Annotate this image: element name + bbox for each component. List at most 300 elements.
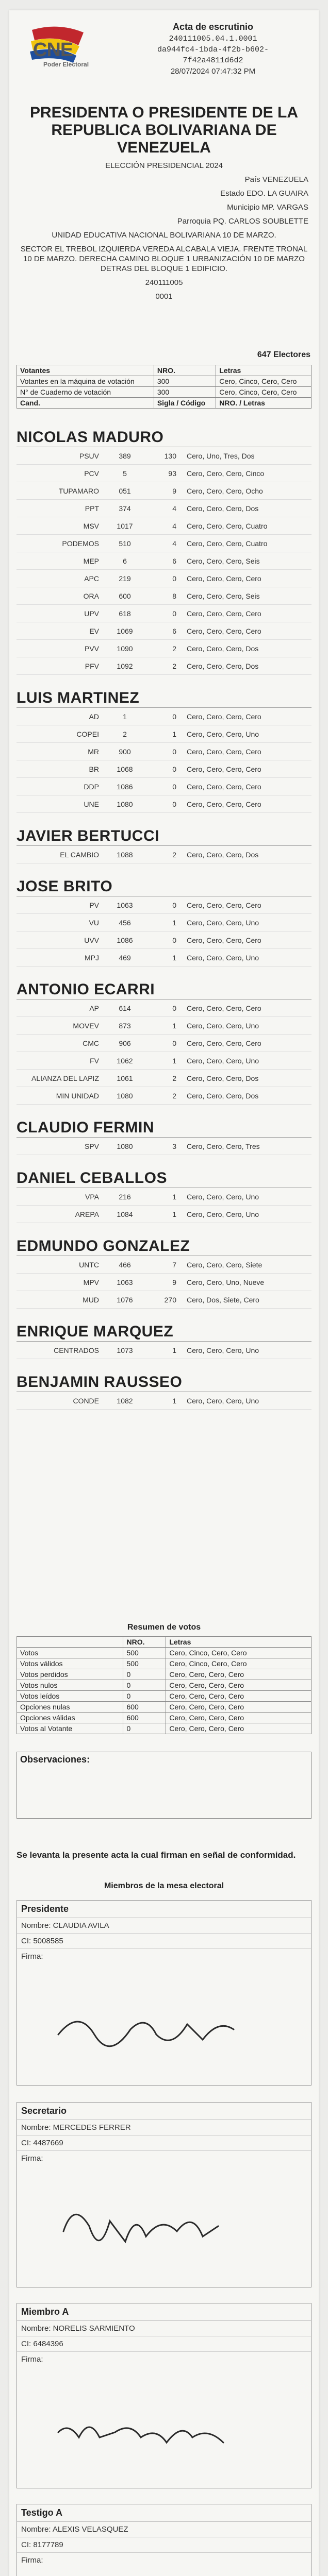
party-votes: 1 bbox=[172, 919, 176, 927]
party-sigla: MIN UNIDAD bbox=[56, 1092, 99, 1100]
table-row bbox=[17, 931, 311, 949]
table-cell: 500 bbox=[123, 1648, 166, 1658]
pais: País VENEZUELA bbox=[244, 175, 308, 184]
member-role: Secretario bbox=[17, 2103, 311, 2120]
party-votes: 9 bbox=[172, 487, 176, 495]
party-votes: 8 bbox=[172, 592, 176, 600]
col-sigla: Sigla bbox=[157, 399, 175, 407]
party-votes: 2 bbox=[172, 1074, 176, 1082]
table-row bbox=[17, 1256, 311, 1274]
member-firma-label: Firma: bbox=[21, 1952, 43, 1961]
table-row bbox=[17, 795, 311, 813]
party-code: 906 bbox=[119, 1039, 131, 1047]
member-block bbox=[17, 2504, 311, 2576]
party-votes: 1 bbox=[172, 954, 176, 962]
table-row bbox=[17, 1723, 311, 1734]
party-votes: 0 bbox=[172, 765, 176, 773]
legal-text: Se levanta la presente acta la cual firman en señal de conformidad. bbox=[17, 1850, 296, 1860]
table-row bbox=[17, 517, 311, 535]
party-votes-words: Cero, Cero, Cero, Cero bbox=[187, 574, 261, 583]
party-sigla: PCV bbox=[84, 469, 99, 478]
party-sigla: UPV bbox=[84, 609, 99, 618]
member-role: Presidente bbox=[17, 1901, 311, 1918]
table-cell: Cero, Cinco, Cero, Cero bbox=[166, 1658, 311, 1669]
party-code: 216 bbox=[119, 1193, 131, 1201]
party-code: 374 bbox=[119, 504, 131, 513]
party-code: 469 bbox=[119, 954, 131, 962]
member-name: Nombre: CLAUDIA AVILA bbox=[17, 1918, 311, 1934]
table-row bbox=[17, 914, 311, 931]
party-votes-words: Cero, Cero, Cero, Cero bbox=[187, 713, 261, 721]
party-votes-words: Cero, Cero, Cero, Dos bbox=[187, 662, 259, 670]
party-sigla: EL CAMBIO bbox=[60, 851, 99, 859]
party-code: 1061 bbox=[117, 1074, 133, 1082]
party-sigla: MEP bbox=[83, 557, 99, 565]
table-row bbox=[17, 1206, 311, 1223]
table-row bbox=[17, 1702, 311, 1713]
table-row bbox=[17, 1648, 311, 1658]
table-cell: Cero, Cero, Cero, Cero bbox=[166, 1680, 311, 1691]
party-code: 2 bbox=[123, 730, 127, 738]
mesa-title: Miembros de la mesa electoral bbox=[104, 1882, 224, 1890]
table-cell: Votos perdidos bbox=[17, 1669, 123, 1680]
acta-hash-2: 7f42a4811d6d2 bbox=[183, 56, 243, 65]
party-code: 1084 bbox=[117, 1210, 133, 1218]
results-title: Resumen de votos bbox=[127, 1623, 201, 1632]
party-votes-words: Cero, Cero, Cero, Dos bbox=[187, 504, 259, 513]
party-votes-words: Cero, Cero, Cero, Cero bbox=[187, 800, 261, 808]
party-sigla: EV bbox=[89, 627, 99, 635]
results-table bbox=[17, 1636, 311, 1734]
electores-count: 647 Electores bbox=[257, 350, 310, 359]
candidate-section bbox=[17, 1236, 311, 1309]
col-nro: NRO. bbox=[219, 399, 238, 407]
col-header: NRO. / Letras bbox=[216, 398, 311, 409]
table-cell: 0 bbox=[123, 1669, 166, 1680]
candidate-name: ENRIQUE MARQUEZ bbox=[17, 1322, 311, 1342]
party-sigla: CONDE bbox=[73, 1397, 99, 1405]
table-row bbox=[17, 447, 311, 465]
party-votes: 6 bbox=[172, 627, 176, 635]
candidate-name: JOSE BRITO bbox=[17, 877, 311, 896]
party-votes: 130 bbox=[164, 452, 176, 460]
col-header: Cand. bbox=[17, 398, 154, 409]
party-votes-words: Cero, Cero, Cero, Cero bbox=[187, 609, 261, 618]
party-sigla: MUD bbox=[83, 1296, 99, 1304]
party-votes-words: Cero, Cero, Cero, Cero bbox=[187, 748, 261, 756]
table-cell: 0 bbox=[123, 1680, 166, 1691]
party-votes: 0 bbox=[172, 1004, 176, 1012]
party-votes: 4 bbox=[172, 504, 176, 513]
municipio: Municipio MP. VARGAS bbox=[227, 203, 308, 212]
party-votes-words: Cero, Cero, Cero, Uno bbox=[187, 1210, 259, 1218]
party-sigla: PV bbox=[89, 901, 99, 909]
member-block bbox=[17, 1900, 311, 2086]
party-votes-words: Cero, Dos, Siete, Cero bbox=[187, 1296, 259, 1304]
table-row bbox=[17, 1274, 311, 1291]
signature-icon bbox=[48, 2381, 265, 2473]
candidate-section bbox=[17, 1372, 311, 1410]
signature-icon bbox=[48, 2180, 265, 2273]
party-sigla: PODEMOS bbox=[62, 539, 99, 548]
party-sigla: VU bbox=[89, 919, 99, 927]
table-row bbox=[17, 1291, 311, 1309]
party-votes-words: Cero, Cero, Cero, Siete bbox=[187, 1261, 263, 1269]
mesa-number: 0001 bbox=[155, 292, 173, 301]
table-row bbox=[17, 760, 311, 778]
party-votes: 1 bbox=[172, 1193, 176, 1201]
party-sigla: PPT bbox=[85, 504, 99, 513]
party-code: 1063 bbox=[117, 1278, 133, 1286]
table-cell: 600 bbox=[123, 1713, 166, 1723]
table-cell: 300 bbox=[154, 376, 216, 387]
party-sigla: MPJ bbox=[85, 954, 99, 962]
party-sigla: ORA bbox=[83, 592, 99, 600]
party-sigla: UNE bbox=[84, 800, 99, 808]
table-cell: Votos leídos bbox=[17, 1691, 123, 1702]
candidate-section bbox=[17, 980, 311, 1105]
member-ci: CI: 6484396 bbox=[17, 2336, 311, 2352]
table-row bbox=[17, 657, 311, 675]
party-sigla: MOVEV bbox=[73, 1022, 99, 1030]
member-name: Nombre: NORELIS SARMIENTO bbox=[17, 2321, 311, 2336]
table-cell: Votantes en la máquina de votación bbox=[17, 376, 154, 387]
logo-title: CNE bbox=[33, 39, 73, 61]
party-votes: 0 bbox=[172, 783, 176, 791]
party-votes-words: Cero, Cero, Cero, Uno bbox=[187, 919, 259, 927]
table-row bbox=[17, 552, 311, 570]
party-votes-words: Cero, Cero, Uno, Nueve bbox=[187, 1278, 265, 1286]
party-votes-words: Cero, Cero, Cero, Uno bbox=[187, 730, 259, 738]
election-name: ELECCIÓN PRESIDENCIAL 2024 bbox=[105, 161, 223, 170]
party-sigla: VPA bbox=[85, 1193, 99, 1201]
party-code: 618 bbox=[119, 609, 131, 618]
col-header: Votantes bbox=[17, 365, 154, 376]
party-votes: 9 bbox=[172, 1278, 176, 1286]
col-header: Letras bbox=[166, 1637, 311, 1648]
table-row bbox=[17, 376, 311, 387]
table-cell: Cero, Cero, Cero, Cero bbox=[166, 1669, 311, 1680]
party-votes-words: Cero, Cero, Cero, Uno bbox=[187, 1193, 259, 1201]
table-header-row bbox=[17, 1637, 311, 1648]
party-sigla: AP bbox=[89, 1004, 99, 1012]
member-name: Nombre: ALEXIS VELASQUEZ bbox=[17, 2522, 311, 2537]
party-votes: 1 bbox=[172, 1022, 176, 1030]
party-votes-words: Cero, Cero, Cero, Cuatro bbox=[187, 522, 268, 530]
signature-icon bbox=[48, 1978, 265, 2071]
centro: UNIDAD EDUCATIVA NACIONAL BOLIVARIANA 10 DE MARZO. bbox=[52, 231, 276, 240]
party-votes: 6 bbox=[172, 557, 176, 565]
table-row bbox=[17, 587, 311, 605]
candidate-name: BENJAMIN RAUSSEO bbox=[17, 1372, 311, 1392]
party-votes-words: Cero, Cero, Cero, Dos bbox=[187, 1092, 259, 1100]
candidate-section bbox=[17, 877, 311, 967]
party-votes: 7 bbox=[172, 1261, 176, 1269]
acta-timestamp: 28/07/2024 07:47:32 PM bbox=[170, 67, 256, 76]
party-code: 1076 bbox=[117, 1296, 133, 1304]
party-code: 6 bbox=[123, 557, 127, 565]
table-header-row bbox=[17, 365, 311, 376]
candidate-section bbox=[17, 1322, 311, 1359]
party-votes: 1 bbox=[172, 730, 176, 738]
party-code: 219 bbox=[119, 574, 131, 583]
party-sigla: APC bbox=[84, 574, 99, 583]
col-header: NRO. bbox=[154, 365, 216, 376]
table-row bbox=[17, 1138, 311, 1155]
party-sigla: UNTC bbox=[79, 1261, 99, 1269]
table-cell: Cero, Cero, Cero, Cero bbox=[166, 1723, 311, 1734]
table-row bbox=[17, 725, 311, 743]
table-cell: 500 bbox=[123, 1658, 166, 1669]
candidate-name: LUIS MARTINEZ bbox=[17, 688, 311, 708]
estado: Estado EDO. LA GUAIRA bbox=[220, 189, 308, 198]
table-cell: N° de Cuaderno de votación bbox=[17, 387, 154, 398]
header-info bbox=[112, 16, 314, 76]
candidate-name: EDMUNDO GONZALEZ bbox=[17, 1236, 311, 1256]
party-votes: 1 bbox=[172, 1057, 176, 1065]
table-cell: 300 bbox=[154, 387, 216, 398]
table-row bbox=[17, 1188, 311, 1206]
party-sigla: AREPA bbox=[75, 1210, 99, 1218]
member-block bbox=[17, 2303, 311, 2488]
table-row bbox=[17, 500, 311, 517]
party-code: 1073 bbox=[117, 1346, 133, 1354]
party-votes: 0 bbox=[172, 901, 176, 909]
candidate-section bbox=[17, 826, 311, 863]
party-sigla: PFV bbox=[85, 662, 99, 670]
party-votes-words: Cero, Cero, Cero, Tres bbox=[187, 1142, 260, 1150]
party-votes: 0 bbox=[172, 713, 176, 721]
table-row bbox=[17, 1035, 311, 1052]
table-row bbox=[17, 1669, 311, 1680]
party-votes-words: Cero, Uno, Tres, Dos bbox=[187, 452, 255, 460]
table-cell: Cero, Cinco, Cero, Cero bbox=[216, 387, 311, 398]
candidate-name: ANTONIO ECARRI bbox=[17, 980, 311, 999]
table-row bbox=[17, 708, 311, 725]
party-votes-words: Cero, Cero, Cero, Cero bbox=[187, 936, 261, 944]
party-sigla: BR bbox=[89, 765, 99, 773]
acta-title: Acta de escrutinio bbox=[172, 22, 254, 32]
col-header: Sigla / Código bbox=[154, 398, 216, 409]
table-row bbox=[17, 999, 311, 1017]
table-row bbox=[17, 1658, 311, 1669]
party-code: 1063 bbox=[117, 901, 133, 909]
election-title: PRESIDENTA O PRESIDENTE DE LA REPUBLICA BOLIVARIANA DE VENEZUELA bbox=[29, 104, 299, 156]
col-codigo: Código bbox=[180, 399, 206, 407]
table-row bbox=[17, 1713, 311, 1723]
party-sigla: CMC bbox=[83, 1039, 99, 1047]
party-code: 466 bbox=[119, 1261, 131, 1269]
col-letras: Letras bbox=[243, 399, 265, 407]
party-code: 600 bbox=[119, 592, 131, 600]
party-votes: 0 bbox=[172, 574, 176, 583]
party-code: 1 bbox=[123, 713, 127, 721]
acta-hash-1: da944fc4-1bda-4f2b-b602- bbox=[157, 45, 269, 54]
party-votes-words: Cero, Cero, Cero, Seis bbox=[187, 557, 260, 565]
table-row bbox=[17, 1680, 311, 1691]
table-cell: Votos al Votante bbox=[17, 1723, 123, 1734]
member-ci: CI: 8177789 bbox=[17, 2537, 311, 2553]
party-votes: 0 bbox=[172, 748, 176, 756]
party-votes: 2 bbox=[172, 851, 176, 859]
party-code: 456 bbox=[119, 919, 131, 927]
candidate-section bbox=[17, 428, 311, 675]
acta-id: 240111005.04.1.0001 bbox=[169, 35, 257, 43]
member-firma-label: Firma: bbox=[21, 2355, 43, 2364]
table-row bbox=[17, 465, 311, 482]
party-votes-words: Cero, Cero, Cero, Cero bbox=[187, 901, 261, 909]
party-code: 1080 bbox=[117, 1092, 133, 1100]
party-sigla: FV bbox=[90, 1057, 99, 1065]
member-name: Nombre: MERCEDES FERRER bbox=[17, 2120, 311, 2136]
party-sigla: SPV bbox=[84, 1142, 99, 1150]
party-votes-words: Cero, Cero, Cero, Dos bbox=[187, 1074, 259, 1082]
member-firma-label: Firma: bbox=[21, 2154, 43, 2163]
table-cell: 0 bbox=[123, 1723, 166, 1734]
table-cell: Votos nulos bbox=[17, 1680, 123, 1691]
party-votes-words: Cero, Cero, Cero, Dos bbox=[187, 645, 259, 653]
election-block bbox=[20, 97, 308, 301]
party-code: 1086 bbox=[117, 936, 133, 944]
party-votes: 2 bbox=[172, 662, 176, 670]
party-sigla: CENTRADOS bbox=[54, 1346, 99, 1354]
party-sigla: AD bbox=[89, 713, 99, 721]
party-votes-words: Cero, Cero, Cero, Dos bbox=[187, 851, 259, 859]
table-row bbox=[17, 605, 311, 622]
party-votes-words: Cero, Cero, Cero, Cero bbox=[187, 765, 261, 773]
col-header bbox=[17, 1637, 123, 1648]
member-firma-label: Firma: bbox=[21, 2556, 43, 2565]
party-sigla: COPEI bbox=[76, 730, 99, 738]
table-cell: Cero, Cinco, Cero, Cero bbox=[216, 376, 311, 387]
table-cell: Opciones nulas bbox=[17, 1702, 123, 1713]
party-code: 1017 bbox=[117, 522, 133, 530]
party-code: 510 bbox=[119, 539, 131, 548]
table-row bbox=[17, 570, 311, 587]
table-cell: Votos válidos bbox=[17, 1658, 123, 1669]
table-row bbox=[17, 640, 311, 657]
member-block bbox=[17, 2102, 311, 2287]
party-votes-words: Cero, Cero, Cero, Uno bbox=[187, 1346, 259, 1354]
party-sigla: UVV bbox=[84, 936, 99, 944]
party-code: 873 bbox=[119, 1022, 131, 1030]
member-ci: CI: 4487669 bbox=[17, 2136, 311, 2151]
party-code: 1082 bbox=[117, 1397, 133, 1405]
table-row bbox=[17, 743, 311, 760]
party-votes: 0 bbox=[172, 936, 176, 944]
observaciones-label: Observaciones: bbox=[20, 1754, 90, 1765]
party-code: 900 bbox=[119, 748, 131, 756]
table-row bbox=[17, 622, 311, 640]
table-cell: Cero, Cero, Cero, Cero bbox=[166, 1702, 311, 1713]
table-row bbox=[17, 1070, 311, 1087]
party-votes-words: Cero, Cero, Cero, Cero bbox=[187, 1039, 261, 1047]
party-code: 5 bbox=[123, 469, 127, 478]
party-votes: 270 bbox=[164, 1296, 176, 1304]
party-code: 1080 bbox=[117, 800, 133, 808]
party-code: 1068 bbox=[117, 765, 133, 773]
candidate-section bbox=[17, 1118, 311, 1155]
party-votes-words: Cero, Cero, Cero, Seis bbox=[187, 592, 260, 600]
party-votes-words: Cero, Cero, Cero, Uno bbox=[187, 1397, 259, 1405]
party-votes-words: Cero, Cero, Cero, Ocho bbox=[187, 487, 263, 495]
candidate-name: CLAUDIO FERMIN bbox=[17, 1118, 311, 1138]
parroquia: Parroquia PQ. CARLOS SOUBLETTE bbox=[177, 217, 308, 226]
party-votes-words: Cero, Cero, Cero, Cero bbox=[187, 1004, 261, 1012]
party-votes: 1 bbox=[172, 1346, 176, 1354]
candidate-section bbox=[17, 1168, 311, 1223]
table-row bbox=[17, 949, 311, 967]
party-sigla: MSV bbox=[83, 522, 99, 530]
party-votes-words: Cero, Cero, Cero, Cinco bbox=[187, 469, 265, 478]
table-cell: Cero, Cero, Cero, Cero bbox=[166, 1691, 311, 1702]
party-sigla: MPV bbox=[83, 1278, 99, 1286]
logo-subtitle: Poder Electoral bbox=[43, 61, 89, 68]
table-row bbox=[17, 387, 311, 398]
party-votes: 1 bbox=[172, 1210, 176, 1218]
member-ci: CI: 5008585 bbox=[17, 1934, 311, 1949]
party-code: 1092 bbox=[117, 662, 133, 670]
table-row bbox=[17, 778, 311, 795]
observaciones-box bbox=[17, 1752, 311, 1819]
party-code: 614 bbox=[119, 1004, 131, 1012]
party-sigla: TUPAMARO bbox=[58, 487, 99, 495]
table-cell: 600 bbox=[123, 1702, 166, 1713]
party-votes-words: Cero, Cero, Cero, Uno bbox=[187, 954, 259, 962]
party-votes-words: Cero, Cero, Cero, Cuatro bbox=[187, 539, 268, 548]
party-sigla: PVV bbox=[84, 645, 99, 653]
codigo-centro: 240111005 bbox=[145, 278, 183, 287]
table-row bbox=[17, 535, 311, 552]
table-row bbox=[17, 1342, 311, 1359]
party-sigla: PSUV bbox=[79, 452, 99, 460]
candidate-name: NICOLAS MADURO bbox=[17, 428, 311, 447]
party-votes: 0 bbox=[172, 1039, 176, 1047]
table-row bbox=[17, 1052, 311, 1070]
cand-header-row bbox=[17, 398, 311, 409]
table-row bbox=[17, 1017, 311, 1035]
table-cell: 0 bbox=[123, 1691, 166, 1702]
candidate-name: JAVIER BERTUCCI bbox=[17, 826, 311, 846]
party-sigla: DDP bbox=[84, 783, 99, 791]
party-code: 389 bbox=[119, 452, 131, 460]
party-code: 1090 bbox=[117, 645, 133, 653]
party-votes: 1 bbox=[172, 1397, 176, 1405]
member-role: Testigo A bbox=[17, 2504, 311, 2522]
table-row bbox=[17, 482, 311, 500]
party-code: 1069 bbox=[117, 627, 133, 635]
col-header: Letras bbox=[216, 365, 311, 376]
party-votes: 2 bbox=[172, 645, 176, 653]
party-votes-words: Cero, Cero, Cero, Cero bbox=[187, 627, 261, 635]
acta-receipt bbox=[9, 10, 319, 2576]
col-header: NRO. bbox=[123, 1637, 166, 1648]
party-votes: 4 bbox=[172, 522, 176, 530]
party-votes-words: Cero, Cero, Cero, Uno bbox=[187, 1057, 259, 1065]
party-votes: 0 bbox=[172, 609, 176, 618]
table-cell: Cero, Cero, Cero, Cero bbox=[166, 1713, 311, 1723]
direccion: SECTOR EL TREBOL IZQUIERDA VEREDA ALCABALA VIEJA. FRENTE TRONAL 10 DE MARZO. DERECHA CAMINO BLOQUE 1 URBANIZACIÓN 10 DE MARZO DETRAS DEL BLOQUE 1 EDIFICIO. bbox=[20, 245, 308, 273]
candidate-section bbox=[17, 688, 311, 813]
table-cell: Votos bbox=[17, 1648, 123, 1658]
party-sigla: ALIANZA DEL LAPIZ bbox=[31, 1074, 99, 1082]
party-votes: 2 bbox=[172, 1092, 176, 1100]
table-row bbox=[17, 896, 311, 914]
table-row bbox=[17, 1691, 311, 1702]
table-cell: Cero, Cinco, Cero, Cero bbox=[166, 1648, 311, 1658]
party-code: 1080 bbox=[117, 1142, 133, 1150]
party-code: 1062 bbox=[117, 1057, 133, 1065]
